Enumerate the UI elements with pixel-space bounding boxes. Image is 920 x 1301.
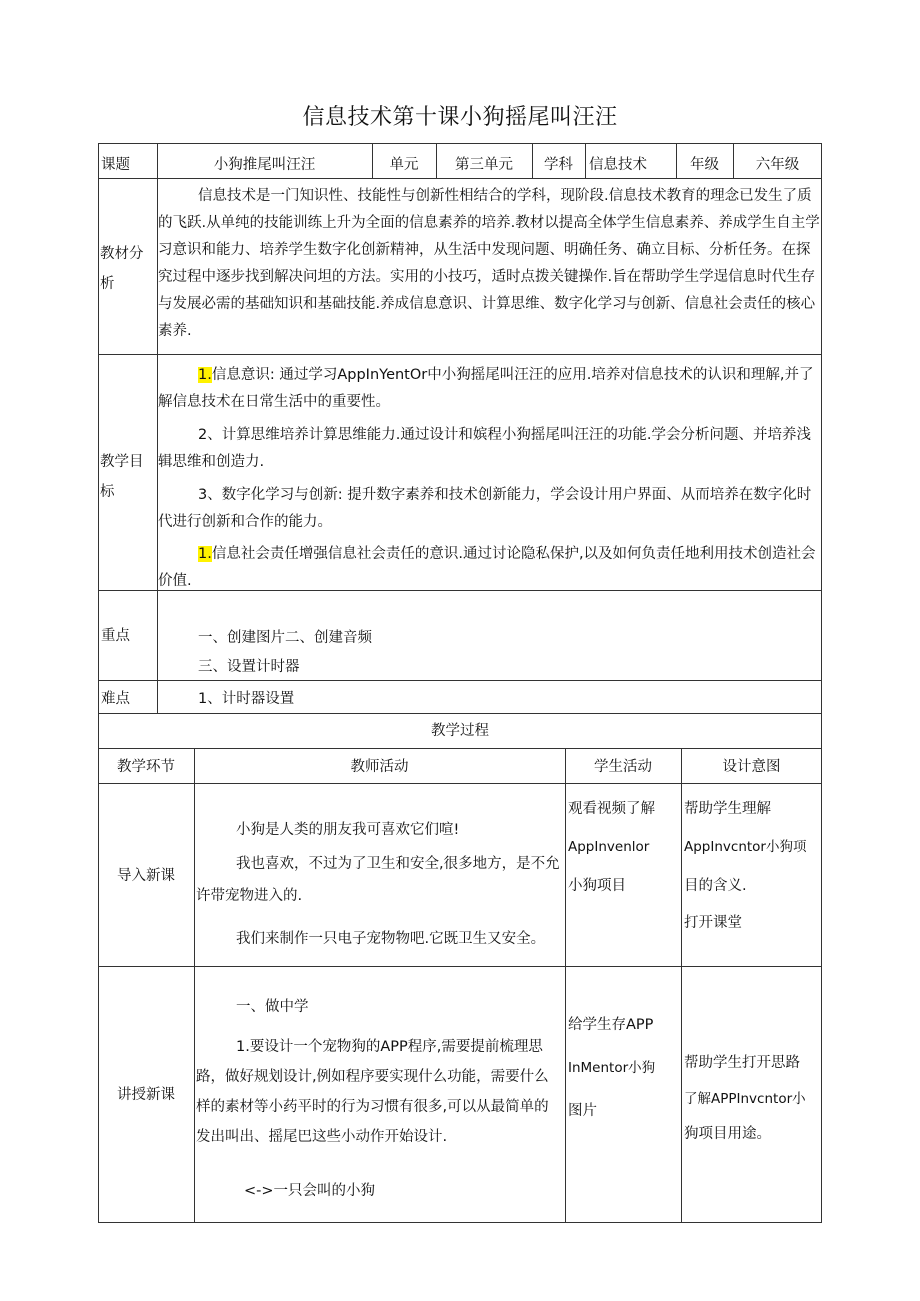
key-points-label: 重点 — [101, 628, 130, 644]
student-activity-line: 小狗项目 — [568, 878, 626, 894]
objective-item — [158, 541, 820, 589]
objective-number: 1. — [198, 546, 212, 562]
design-intent-line: 帮助学生打开思路 — [684, 1055, 800, 1071]
objective-text: 信息意识: 通过学习AppInYentOr中小狗摇尾叫汪汪的应用.培养对信息技术的认识和理解,并了解信息技术在日常生活中的重要性。 — [158, 367, 814, 410]
process-title: 教学过程 — [431, 723, 489, 739]
design-intent-line: 了解APPInvcntor小 — [684, 1091, 806, 1107]
teacher-activity-line: 我们来制作一只电子宠物物吧.它既卫生又安全。 — [236, 931, 546, 947]
stage-cell: 导入新课 — [117, 868, 175, 884]
topic-label: 课题 — [101, 157, 130, 173]
student-activity-line: 观看视频了解 — [568, 801, 655, 817]
student-activity-line: 给学生存APP — [568, 1017, 654, 1033]
objective-number: 1. — [198, 367, 212, 383]
design-intent-line: 目的含义. — [684, 878, 747, 894]
objective-number: 2、 — [198, 427, 222, 443]
design-intent-line: 打开课堂 — [684, 915, 742, 931]
grade-value: 六年级 — [755, 157, 800, 173]
page-title: 信息技术第十课小狗摇尾叫汪汪 — [302, 105, 618, 130]
design-intent-line: 帮助学生理解 — [684, 801, 771, 817]
student-activity-line: 图片 — [568, 1103, 597, 1119]
topic-value: 小狗推尾叫汪汪 — [213, 157, 316, 173]
column-header-stage: 教学环节 — [117, 759, 175, 775]
teacher-activity-line: 我也喜欢，不过为了卫生和安全,很多地方，是不允许带宠物进入的. — [196, 856, 560, 904]
difficulty-label: 难点 — [101, 691, 130, 707]
objectives-label-line1: 教学目 — [100, 454, 144, 470]
column-header-teacher: 教师活动 — [350, 759, 409, 775]
objectives-label-line2: 标 — [100, 484, 115, 500]
teacher-activity-line: <->一只会叫的小狗 — [244, 1183, 376, 1199]
objective-text: 计算思维培养计算思维能力.通过设计和嫔程小狗摇尾叫汪汪的功能.学会分析问题、并培养浅辑思维和创造力. — [158, 427, 811, 470]
unit-value: 第三单元 — [455, 157, 513, 173]
objective-number: 3、 — [198, 487, 222, 503]
analysis-label-line1: 教材分 — [100, 246, 144, 262]
design-intent-line: 狗项目用途。 — [684, 1126, 771, 1142]
stage-cell: 讲授新课 — [117, 1087, 175, 1103]
subject-label: 学科 — [544, 157, 573, 173]
student-activity-line: InMentor小狗 — [568, 1060, 656, 1076]
teacher-activity-line: 小狗是人类的朋友我可喜欢它们喧! — [236, 822, 460, 838]
key-points-line1: 一、创建图片二、创建音频 — [198, 630, 372, 646]
student-activity-line: AppInvenlor — [568, 839, 650, 855]
column-header-intent: 设计意图 — [722, 759, 781, 775]
unit-label: 单元 — [389, 157, 419, 173]
column-header-student: 学生活动 — [594, 759, 652, 775]
teacher-activity-line: 1.要设计一个宠物狗的APP程序,需要提前梳理思路，做好规划设计,例如程序要实现什么功能，需要什么样的素材等小药平时的行为习惯有很多,可以从最简单的发出叫出、摇尾巴这些小动作开始设计. — [196, 1039, 549, 1145]
objective-text: 数字化学习与创新: 提升数字素养和技术创新能力，学会设计用户界面、从而培养在数字化时代进行创新和合作的能力。 — [158, 487, 812, 530]
objective-item — [158, 422, 820, 476]
objective-item — [158, 362, 820, 416]
difficulty-line1: 1、计时器设置 — [198, 691, 295, 707]
teacher-activity-line: 一、做中学 — [236, 999, 309, 1015]
analysis-text: 信息技术是一门知识性、技能性与创新性相结合的学科，现阶段.信息技术教育的理念已发生了质的飞跃.从单纯的技能训练上升为全面的信息素养的培养.教材以提高全体学生信息素养、养成学生自主学习意识和能力、培养学生数字化创新精神，从生活中发现问题、明确任务、确立目标、分析任务。在探究过程中逐步找到解决问坦的方法。实用的小技巧，适时点拨关键操作.旨在帮助学生学逞信息时代生存与发展必需的基础知识和基础技能.养成信息意识、计算思维、数字化学习与创新、信息社会责任的核心素养. — [158, 188, 820, 339]
objective-text: 信息社会责任增强信息社会责任的意识.通过讨论隐私保护,以及如何负责任地利用技术创造社会价值. — [158, 546, 816, 589]
design-intent-line: AppInvcntor小狗项 — [684, 839, 807, 855]
analysis-label-line2: 析 — [100, 276, 115, 292]
subject-value: 信息技术 — [589, 157, 647, 173]
grade-label: 年级 — [690, 157, 719, 173]
objective-item — [158, 482, 820, 536]
key-points-line2: 三、设置计时器 — [198, 659, 300, 675]
